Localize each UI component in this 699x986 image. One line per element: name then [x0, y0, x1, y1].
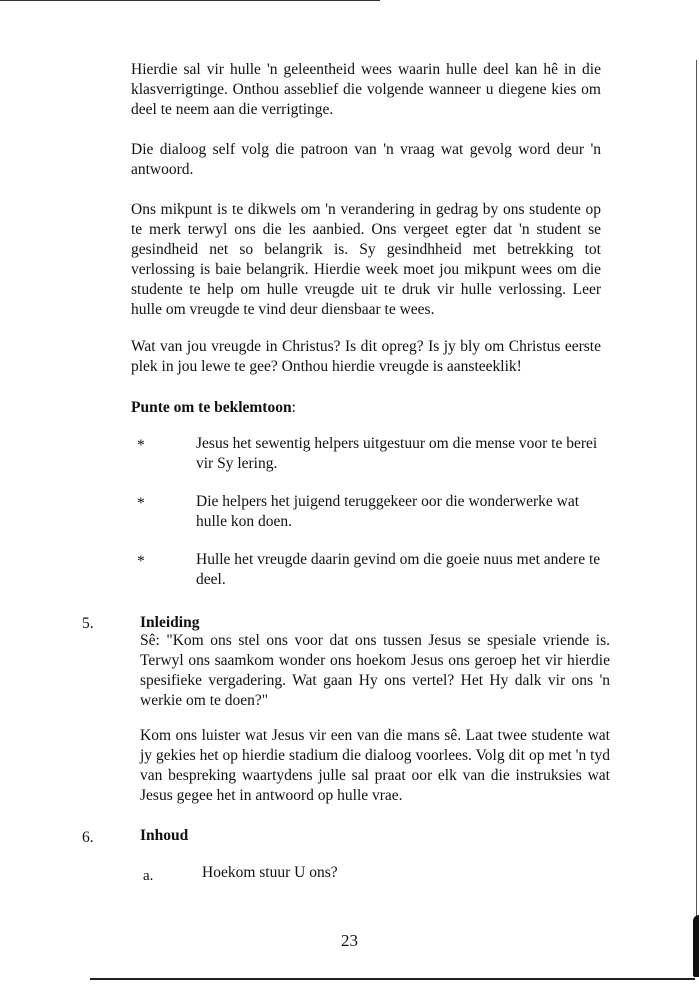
bullet-marker: * [137, 553, 145, 570]
intro-paragraph-4: Wat van jou vreugde in Christus? Is dit opreg? Is jy bly om Christus eerste plek in jou lewe te gee? Onthou hierdie vreugde is aansteeklik! [131, 338, 601, 375]
top-scan-line [0, 0, 380, 1]
bullet-marker: * [137, 495, 145, 512]
bottom-scan-line [90, 978, 695, 980]
section-5-paragraph-2: Kom ons luister wat Jesus vir een van die mans sê. Laat twee studente wat jy gekies het op hierdie stadium die dialoog voorlees. Volg dit op met 'n tyd van bespreking waartydens julle sal praat oor elk van die instruksies wat Jesus gegee het in antwoord op hulle vrae. [140, 727, 610, 804]
intro-paragraph-2: Die dialoog self volg die patroon van 'n vraag wat gevolg word deur 'n antwoord. [131, 141, 601, 178]
bullet-marker: * [137, 437, 145, 454]
intro-paragraph-3: Ons mikpunt is te dikwels om 'n verandering in gedrag by ons studente op te merk terwyl ons die les aanbied. Ons vergeet egter dat 'n student se gesindheid net so belangrik is. Sy gesindhheid met betrekking tot verlossing is baie belangrik. Hierdie week moet jou mikpunt wees om die studente te help om hulle vreugde uit te druk vir hulle verlossing. Leer hulle om vreugde te vind deur diensbaar te wees. [131, 201, 601, 318]
page-number: 23 [341, 931, 358, 950]
right-scan-line [696, 60, 697, 930]
bullet-item-3: Hulle het vreugde daarin gevind om die goeie nuus met andere te deel. [196, 551, 601, 588]
intro-paragraph-1: Hierdie sal vir hulle 'n geleentheid wees waarin hulle deel kan hê in die klasverrigtinge. Onthou asseblief die volgende wanneer u diegene kies om deel te neem aan die verrigtinge. [131, 61, 601, 118]
section-6-title: Inhoud [140, 827, 189, 844]
points-heading-text: Punte om te beklemtoon [131, 399, 292, 416]
section-6-item-label: a. [143, 868, 154, 884]
section-6-item-text: Hoekom stuur U ons? [202, 864, 338, 881]
points-heading [131, 398, 601, 418]
section-6-number: 6. [82, 829, 94, 846]
section-5-paragraph-1: Sê: "Kom ons stel ons voor dat ons tussen Jesus se spesiale vriende is. Terwyl ons saamkom wonder ons hoekom Jesus ons geroep het vir hierdie spesifieke vergadering. Wat gaan Hy ons vertel? Het Hy dalk vir ons 'n werkie om te doen?" [140, 632, 610, 709]
bullet-item-2: Die helpers het juigend teruggekeer oor die wonderwerke wat hulle kon doen. [196, 493, 580, 530]
section-5-number: 5. [82, 615, 94, 632]
points-heading-colon: : [291, 399, 296, 416]
section-5-title: Inleiding [140, 614, 200, 631]
bullet-item-1: Jesus het sewentig helpers uitgestuur om die mense voor te berei vir Sy lering. [196, 435, 598, 472]
